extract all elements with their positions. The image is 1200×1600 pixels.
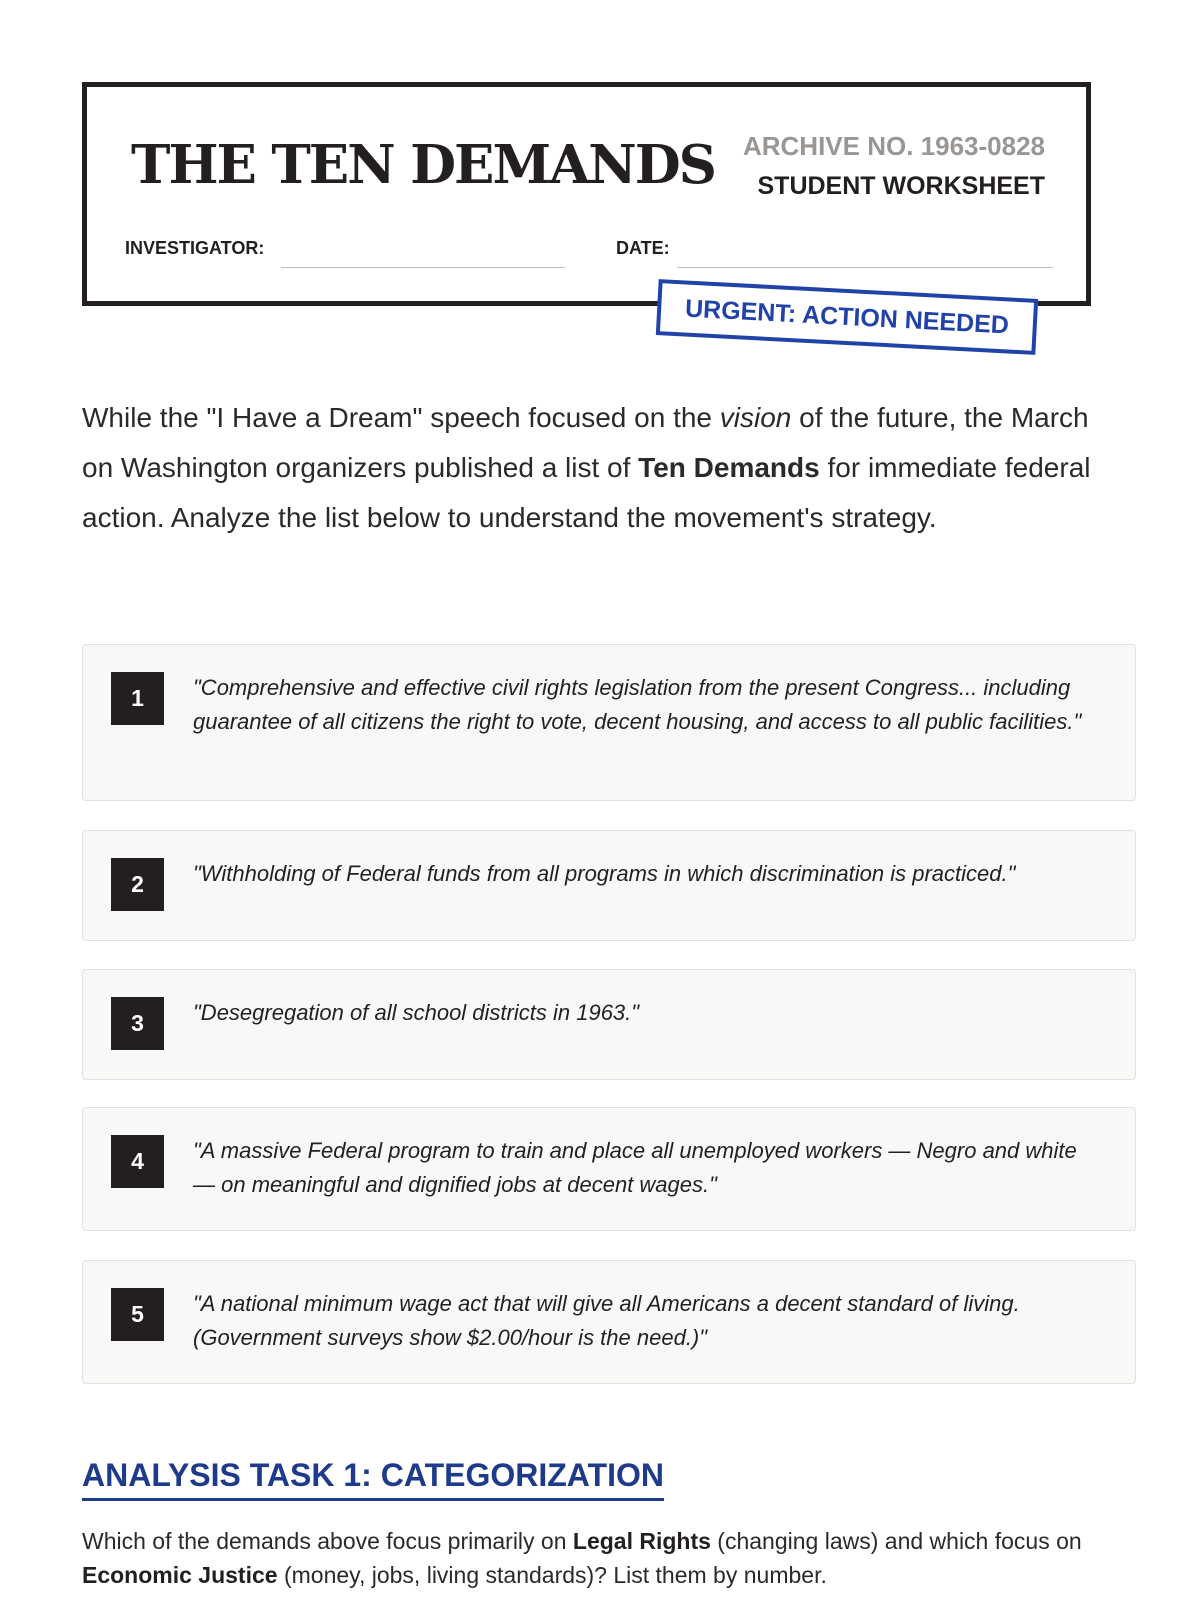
task-question-bold: Legal Rights	[572, 1528, 711, 1554]
task-question-text: (changing laws) and which focus on	[710, 1528, 1082, 1554]
worksheet-label: STUDENT WORKSHEET	[757, 172, 1045, 200]
demand-text: "Withholding of Federal funds from all programs in which discrimination is practiced."	[193, 861, 1016, 886]
demand-text: "A massive Federal program to train and place all unemployed workers — Negro and white — on meaningful and dignified jobs at decent wages."	[193, 1138, 1077, 1197]
date-field[interactable]	[677, 267, 1053, 268]
investigator-field[interactable]	[281, 267, 565, 268]
demand-number-badge: 4	[111, 1135, 164, 1188]
intro-text: While the "I Have a Dream" speech focused on the	[82, 402, 720, 433]
task-question-text: Which of the demands above focus primarily on	[82, 1528, 573, 1554]
demand-text: "Desegregation of all school districts in 1963."	[193, 1000, 640, 1025]
page-title: THE TEN DEMANDS	[131, 134, 715, 196]
demand-number-badge: 5	[111, 1288, 164, 1341]
analysis-task-heading: ANALYSIS TASK 1: CATEGORIZATION	[82, 1454, 664, 1501]
demand-number-badge: 2	[111, 858, 164, 911]
task-question	[82, 1524, 1132, 1592]
task-question-bold: Economic Justice	[82, 1562, 278, 1588]
intro-bold: Ten Demands	[638, 452, 820, 483]
demand-text: "A national minimum wage act that will give all Americans a decent standard of living. (Government surveys show $2.00/hour is the need.)"	[193, 1291, 1020, 1350]
worksheet-header	[82, 82, 1091, 306]
demand-card-5	[82, 1260, 1136, 1384]
intro-text: of the future, the March on Washington organizers published a list of	[82, 402, 1089, 483]
demand-card-4	[82, 1107, 1136, 1231]
date-label: DATE:	[616, 238, 670, 258]
demand-card-2	[82, 830, 1136, 941]
urgent-stamp: URGENT: ACTION NEEDED	[656, 279, 1038, 355]
demand-card-3	[82, 969, 1136, 1080]
task-question-text: (money, jobs, living standards)? List them by number.	[277, 1562, 827, 1588]
demand-number-badge: 3	[111, 997, 164, 1050]
demand-text: "Comprehensive and effective civil rights legislation from the present Congress... including guarantee of all citizens the right to vote, decent housing, and access to all public facilities."	[193, 675, 1082, 734]
investigator-label: INVESTIGATOR:	[125, 238, 265, 258]
intro-text: for immediate federal action. Analyze the list below to understand the movement's strategy.	[82, 452, 1091, 533]
archive-number: ARCHIVE NO. 1963-0828	[742, 131, 1045, 161]
intro-paragraph	[82, 393, 1092, 543]
demand-number-badge: 1	[111, 672, 164, 725]
demand-card-1	[82, 644, 1136, 801]
intro-emphasis: vision	[719, 402, 792, 433]
